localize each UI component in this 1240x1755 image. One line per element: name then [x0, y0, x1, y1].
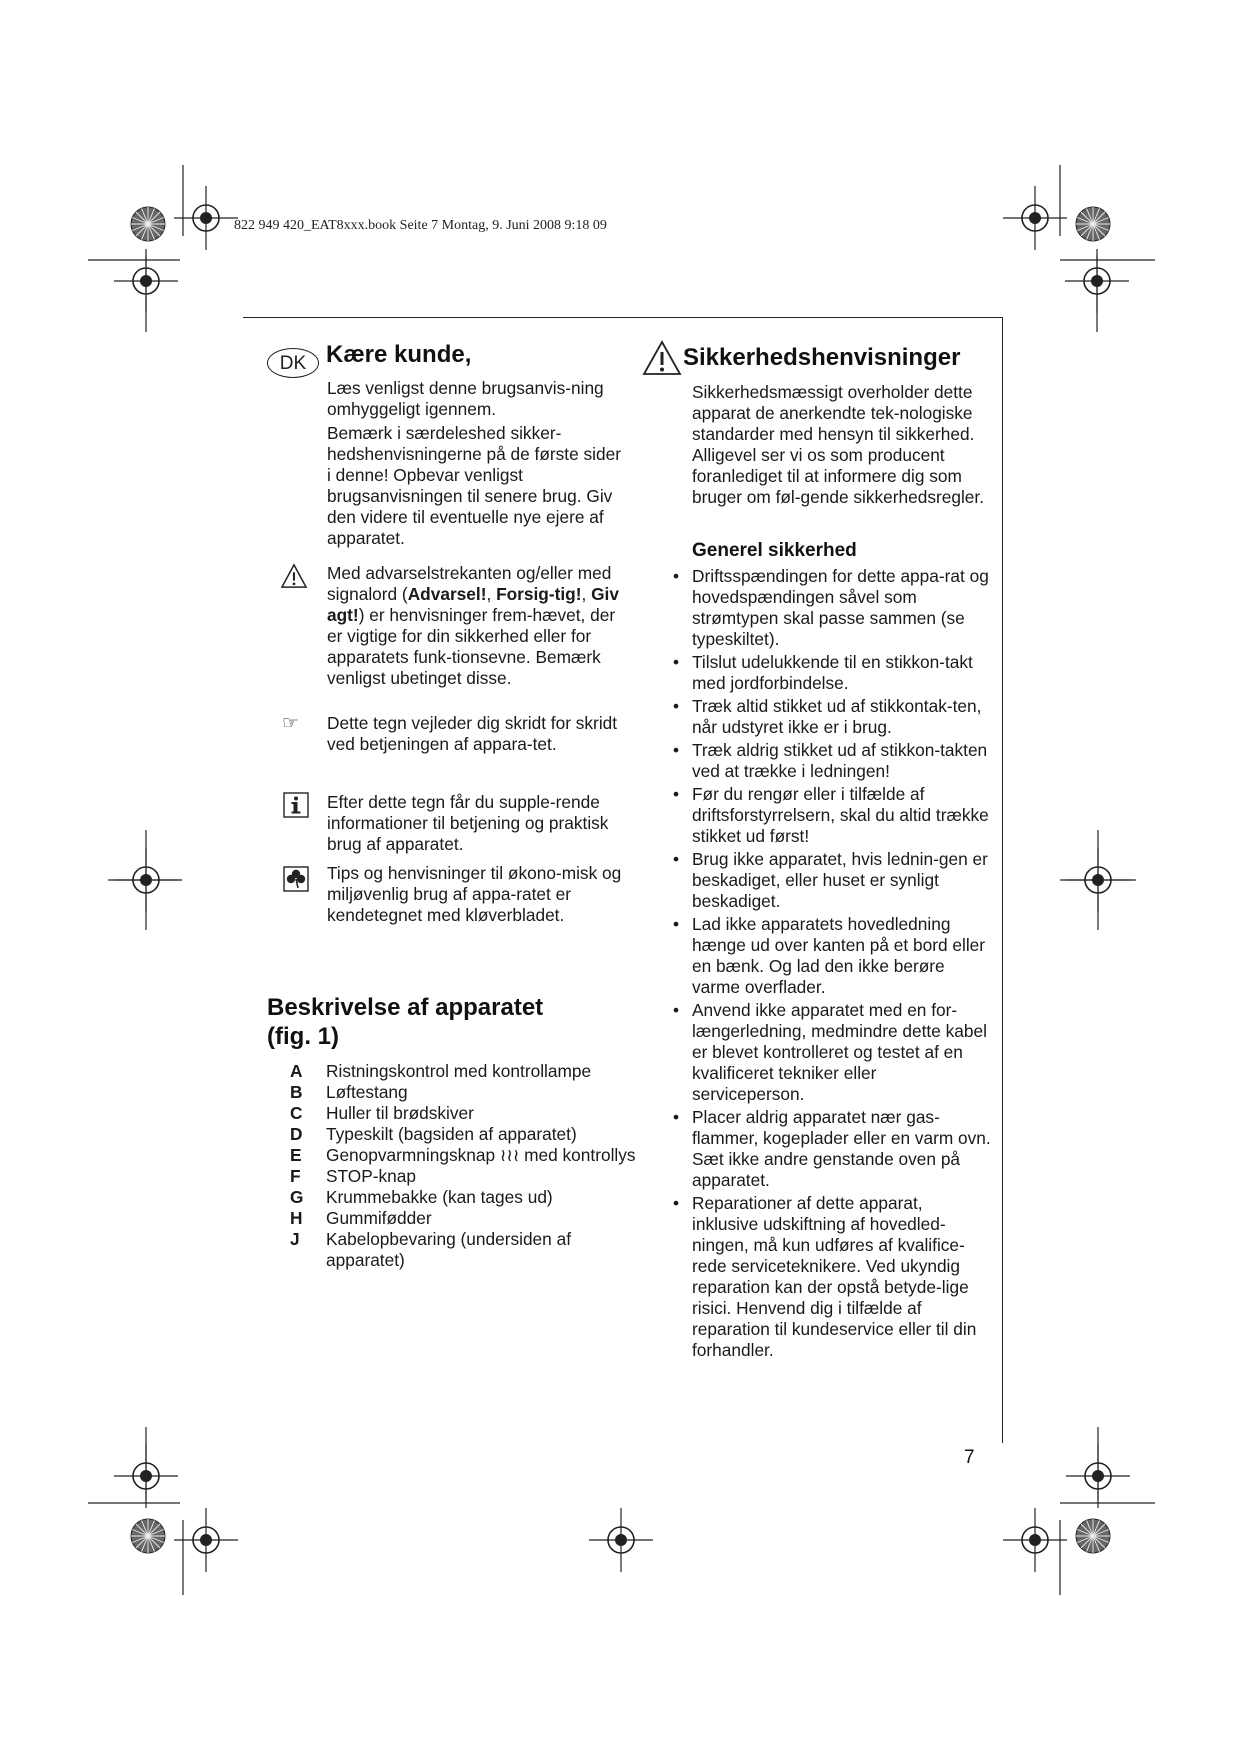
info-paragraph: Efter dette tegn får du supple-rende informationer til betjening og praktisk brug af apparatet. [327, 792, 609, 854]
step-guide-paragraph: Dette tegn vejleder dig skridt for skridt ved betjeningen af appara-tet. [327, 713, 618, 754]
part-letter: D [290, 1124, 303, 1144]
clover-leaf-icon [283, 866, 309, 892]
part-description: Krummebakke (kan tages ud) [326, 1187, 553, 1207]
registration-mark-bottom-right [1003, 1427, 1155, 1595]
part-letter: A [290, 1061, 303, 1081]
part-description: STOP-knap [326, 1166, 416, 1186]
warning-triangle-icon [281, 563, 307, 589]
eco-paragraph: Tips og henvisninger til økono-misk og miljøvenlig brug af appa-ratet er kendetegnet med kløverbladet. [327, 863, 622, 925]
safety-rule-item: • Placer aldrig apparatet nær gas-flammer, kogeplader eller en varm ovn. Sæt ikke andre genstande oven på apparatet. [692, 1107, 992, 1191]
part-letter: H [290, 1208, 303, 1228]
parts-row [237, 1082, 637, 1103]
part-description: Huller til brødskiver [326, 1103, 474, 1123]
safety-rule-item: • Træk altid stikket ud af stikkontak-ten, når udstyret ikke er i brug. [692, 696, 992, 738]
parts-list [237, 1061, 637, 1271]
parts-row [237, 1103, 637, 1124]
part-letter: F [290, 1166, 301, 1186]
registration-mark-mid-right [1060, 830, 1136, 930]
safety-intro-paragraph: Sikkerhedsmæssigt overholder dette apparat de anerkendte tek-nologiske standarder med hensyn til sikkerhed. Alligevel ser vi os som producent foranlediget til at informere dig som bruger om føl-gende sikkerhedsregler. [692, 382, 985, 507]
signal-word-giv-agt: Giv agt! [327, 584, 619, 625]
info-icon [283, 792, 309, 818]
parts-row [237, 1124, 637, 1145]
parts-row [237, 1208, 637, 1229]
warning-paragraph: Med advarselstrekanten og/eller med signalord (Advarsel!, Forsig-tig!, Giv agt!) er henvisninger frem-hævet, der er vigtige for din sikkerhed eller for apparatets funk-tionsevne. Bemærk venligst ubetinget disse. [327, 563, 619, 688]
safety-rule-item: • Anvend ikke apparatet med en for-længerledning, medmindre dette kabel er blevet kontrolleret og testet af en kvalificeret tekniker eller serviceperson. [692, 1000, 992, 1105]
part-description: Løftestang [326, 1082, 408, 1102]
part-description: Genopvarmningsknap ≀≀≀ med kontrollys [326, 1145, 636, 1165]
safety-rule-item: • Tilslut udelukkende til en stikkon-takt med jordforbindelse. [692, 652, 992, 694]
part-letter: C [290, 1103, 303, 1123]
print-header: 822 949 420_EAT8xxx.book Seite 7 Montag, 9. Juni 2008 9:18 09 [234, 218, 607, 233]
safety-rule-item: • Lad ikke apparatets hovedledning hænge ud over kanten på et bord eller en bænk. Og lad den ikke berøre varme overflader. [692, 914, 992, 998]
parts-row [237, 1166, 637, 1187]
general-safety-subtitle: Generel sikkerhed [692, 540, 857, 561]
parts-row [237, 1187, 637, 1208]
part-description: Typeskilt (bagsiden af apparatet) [326, 1124, 577, 1144]
signal-word-advarsel: Advarsel! [407, 584, 487, 604]
intro-paragraph-1: Læs venligst denne brugsanvis-ning omhyggeligt igennem. [327, 378, 604, 419]
page-frame-top-rule [243, 317, 1003, 318]
safety-rules-list [692, 566, 992, 1363]
part-letter: G [290, 1187, 304, 1207]
parts-row [237, 1061, 637, 1082]
part-description: Ristningskontrol med kontrollampe [326, 1061, 592, 1081]
safety-rule-item: • Træk aldrig stikket ud af stikkon-takten ved at trække i ledningen! [692, 740, 992, 782]
part-letter: J [290, 1229, 300, 1249]
registration-mark-top-left [88, 165, 238, 332]
safety-rule-item: • Før du rengør eller i tilfælde af driftsforstyrrelsern, skal du altid trække stikket ud først! [692, 784, 992, 847]
pointing-hand-icon: ☞ [282, 713, 300, 734]
signal-word-forsigtig: Forsig-tig! [496, 584, 582, 604]
page-number: 7 [964, 1447, 975, 1468]
warning-triangle-icon [642, 340, 682, 376]
registration-mark-bottom-left [88, 1427, 238, 1595]
language-badge: DK [267, 348, 319, 378]
part-description: Gummifødder [326, 1208, 432, 1228]
description-title-line-1: Beskrivelse af apparatet [267, 994, 544, 1021]
safety-rule-item: • Driftsspændingen for dette appa-rat og hovedspændingen såvel som strømtypen skal passe sammen (se typeskiltet). [692, 566, 992, 650]
parts-row [237, 1229, 637, 1271]
registration-mark-top-right [1003, 165, 1155, 332]
intro-paragraph-2: Bemærk i særdeleshed sikker-hedshenvisningerne på de første sider i denne! Opbevar venligst brugsanvisningen til senere brug. Giv den videre til eventuelle nye ejere af apparatet. [327, 423, 621, 548]
part-letter: E [290, 1145, 302, 1165]
part-description: Kabelopbevaring (undersiden af apparatet) [326, 1229, 571, 1270]
description-title-line-2: (fig. 1) [267, 1023, 339, 1050]
safety-title: Sikkerhedshenvisninger [683, 344, 961, 371]
part-letter: B [290, 1082, 303, 1102]
registration-mark-bottom-center [589, 1508, 653, 1572]
safety-rule-item: • Brug ikke apparatet, hvis lednin-gen er beskadiget, eller huset er synligt beskadiget. [692, 849, 992, 912]
greeting-title: Kære kunde, [326, 341, 472, 368]
page-frame-right-rule [1002, 317, 1003, 1443]
parts-row [237, 1145, 637, 1166]
safety-rule-item: • Reparationer af dette apparat, inklusive udskiftning af hovedled-ningen, må kun udføres af kvalifice-rede serviceteknikere. Ved ukyndig reparation kan der opstå betyde-lige risici. Henvend dig i tilfælde af reparation til kundeservice eller til din forhandler. [692, 1193, 992, 1361]
registration-mark-mid-left [108, 830, 182, 930]
